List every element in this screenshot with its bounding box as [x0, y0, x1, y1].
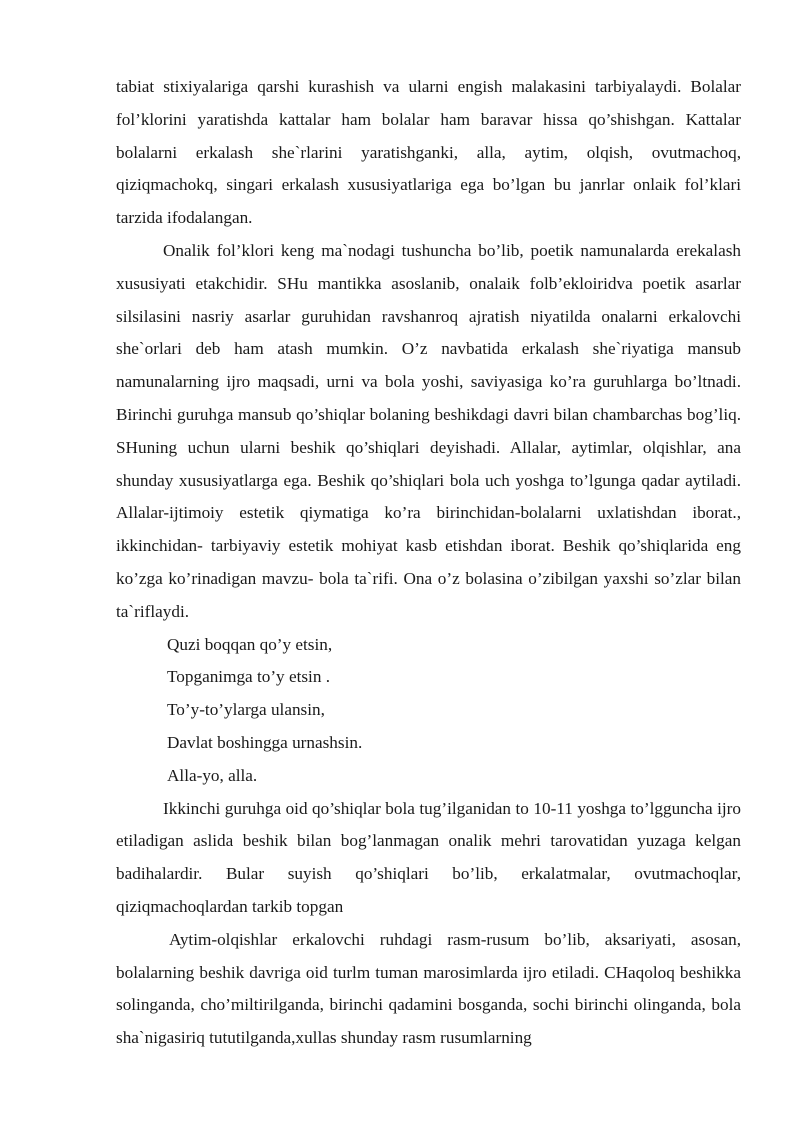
paragraph-3: Ikkinchi guruhga oid qo’shiqlar bola tug’ilganidan to 10-11 yoshga to’lgguncha ijro etiladigan aslida beshik bilan bog’lanmagan onalik mehri tarovatidan yuzaga kelgan badihalardir. Bular suyish qo’shiqlari bo’lib, erkalatmalar, ovutmachoqlar, qiziqmachoqlardan tarkib topgan [116, 798, 741, 916]
poem-line: Topganimga to’y etsin . [167, 667, 331, 687]
poem-line: To’y-to’ylarga ulansin, [167, 700, 325, 720]
paragraph-1: tabiat stixiyalariga qarshi kurashish va ularni engish malakasini tarbiyalaydi. Bolalar fol’klorini yaratishda kattalar ham bolalar ham baravar hissa qo’shishgan. Kattalar bolalarni erkalash she`rlarini yaratishganki, alla, aytim, olqish, ovutmachoq, qiziqmachokq, singari erkalash xususiyatlariga ega bo’lgan bu janrlar onlaik fol’klari tarzida ifodalangan. [116, 77, 741, 228]
paragraph-2: Onalik fol’klori keng ma`nodagi tushuncha bo’lib, poetik namunalarda erekalash xususiyati etakchidir. SHu mantikka asoslanib, onalaik folb’ekloiridva poetik asarlar silsilasini nasriy asarlar guruhidan ravshanroq ajratish niyatilda onalarni erkalovchi she`orlari deb ham atash mumkin. O’z navbatida erkalash she`riyatiga mansub namunalarning ijro maqsadi, urni va bola yoshi, saviyasiga ko’ra guruhlarga bo’ltnadi. Birinchi guruhga mansub qo’shiqlar bolaning beshikdagi davri bilan chambarchas bog’liq. SHuning uchun ularni beshik qo’shiqlari deyishadi. Allalar, aytimlar, olqishlar, ana shunday xususiyatlarga ega. Beshik qo’shiqlari bola uch yoshga to’lgunga qadar aytiladi. Allalar-ijtimoiy estetik qiymatiga ko’ra birinchidan-bolalarni uxlatishdan iborat., ikkinchidan- tarbiyaviy estetik mohiyat kasb etishdan iborat. Beshik qo’shiqlarida eng ko’zga ko’rinadigan mavzu- bola ta`rifi. Ona o’z bolasina o’zibilgan yaxshi so’zlar bilan ta`riflaydi. [116, 240, 741, 621]
poem-block [116, 629, 741, 793]
poem-line: Alla-yo, alla. [167, 765, 258, 785]
document-page [116, 71, 741, 1055]
poem-line: Quzi boqqan qo’y etsin, [167, 634, 333, 654]
poem-line: Davlat boshingga urnashsin. [167, 732, 363, 752]
paragraph-4: Aytim-olqishlar erkalovchi ruhdagi rasm-rusum bo’lib, aksariyati, asosan, bolalarning beshik davriga oid turlm tuman marosimlarda ijro etiladi. CHaqoloq beshikka solinganda, cho’miltirilganda, birinchi qadamini bosganda, sochi birinchi olinganda, bola sha`nigasiriq tututilganda,xullas shunday rasm rusumlarning [116, 929, 741, 1048]
